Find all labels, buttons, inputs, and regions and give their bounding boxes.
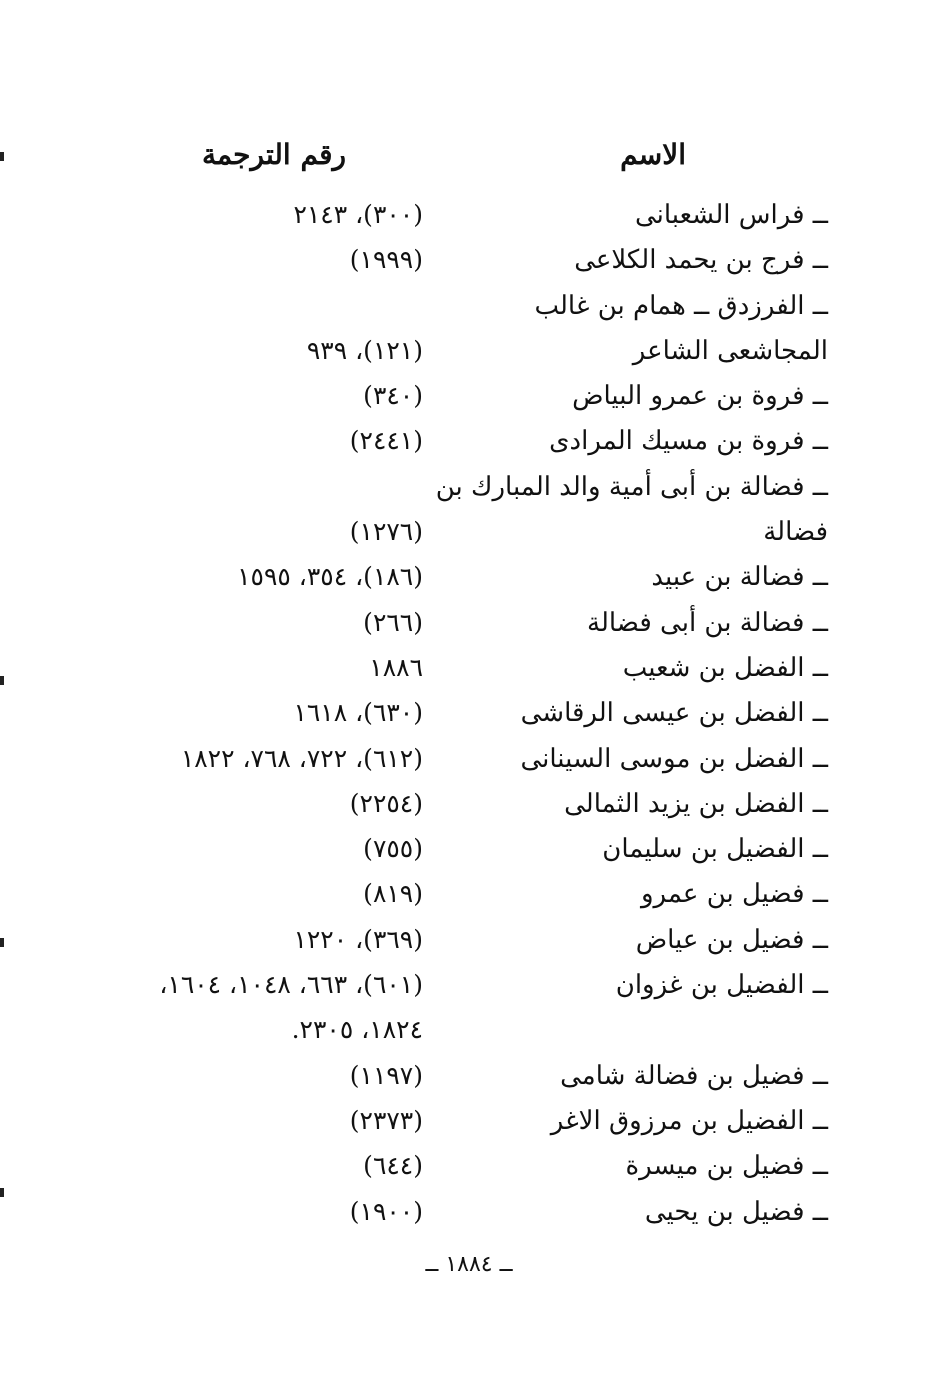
list-item (0, 740, 938, 785)
entry-name: ــ فضيل بن يحيى (644, 1196, 828, 1227)
number-column-heading: رقم الترجمة (201, 138, 346, 171)
entry-numbers: (١١٩٧) (349, 1060, 423, 1090)
entry-name: ــ فضالة بن عبيد (651, 562, 828, 593)
entry-numbers: (٣٦٩)، ١٢٢٠ (293, 924, 423, 954)
entry-numbers: (٢٦٦) (363, 607, 423, 637)
entry-name: ــ الفضل بن يزيد الثمالى (564, 788, 828, 819)
entry-name: ــ الفضيل بن مرزوق الاغر (550, 1105, 828, 1136)
list-item (0, 966, 938, 1011)
entry-numbers: (١٢١)، ٩٣٩ (306, 335, 423, 365)
entry-list (0, 196, 938, 1238)
scan-edge-mark (0, 676, 4, 685)
entry-name: ــ فضيل بن عياض (635, 924, 828, 955)
entry-name: فضالة (763, 517, 828, 548)
entry-numbers: (٢٤٤١) (349, 426, 423, 456)
list-item (0, 1102, 938, 1147)
list-item (0, 694, 938, 739)
column-header (0, 138, 938, 188)
entry-name: ــ فضالة بن أبى أمية والد المبارك بن (435, 471, 828, 502)
list-item (0, 196, 938, 241)
entry-name: ــ فضيل بن فضالة شامى (560, 1060, 828, 1091)
entry-name: ــ فراس الشعبانى (634, 200, 828, 230)
entry-numbers: (٢٣٧٣) (349, 1105, 423, 1135)
entry-numbers: (٦١٢)، ٧٢٢، ٧٦٨، ١٨٢٢ (180, 743, 423, 773)
entry-name: ــ الفضيل بن سليمان (602, 834, 828, 865)
name-column-heading: الاسم (620, 138, 686, 171)
list-item (0, 649, 938, 694)
entry-name: ــ الفرزدق ــ همام بن غالب (534, 290, 828, 321)
entry-numbers: (٨١٩) (363, 879, 423, 909)
list-item (0, 1011, 938, 1056)
list-item (0, 785, 938, 830)
entry-name: ــ الفضل بن عيسى الرقاشى (520, 698, 828, 729)
entry-numbers: (١٨٦)، ٣٥٤، ١٥٩٥ (237, 562, 423, 592)
page-number: ــ ١٨٨٤ ــ (425, 1252, 513, 1277)
list-item (0, 332, 938, 377)
entry-numbers: ١٨٨٦ (369, 652, 423, 682)
list-item (0, 468, 938, 513)
entry-name: ــ فضيل بن عمرو (640, 879, 828, 910)
entry-name: ــ فضالة بن أبى فضالة (587, 607, 828, 638)
entry-name: ــ فروة بن مسيك المرادى (549, 426, 828, 457)
list-item (0, 1147, 938, 1192)
entry-numbers: (١٩٠٠) (349, 1196, 423, 1226)
entry-numbers: (٦٣٠)، ١٦١٨ (293, 698, 423, 728)
entry-numbers: (٦٠١)، ٦٦٣، ١٠٤٨، ١٦٠٤، (159, 970, 423, 1000)
list-item (0, 604, 938, 649)
list-item (0, 830, 938, 875)
entry-numbers: (٣٤٠) (363, 381, 423, 411)
entry-name: ــ الفضيل بن غزوان (615, 970, 828, 1001)
entry-numbers: ١٨٢٤، ٢٣٠٥. (291, 1015, 423, 1045)
list-item (0, 377, 938, 422)
entry-numbers: (٢٢٥٤) (349, 788, 423, 818)
list-item (0, 875, 938, 920)
list-item (0, 241, 938, 286)
entry-numbers: (٣٠٠)، ٢١٤٣ (293, 200, 423, 229)
list-item (0, 287, 938, 332)
entry-numbers: (١٩٩٩) (349, 245, 423, 275)
entry-name: ــ الفضل بن موسى السينانى (520, 743, 828, 774)
entry-numbers: (٦٤٤) (363, 1151, 423, 1181)
entry-name: ــ فرج بن يحمد الكلاعى (574, 245, 828, 276)
list-item (0, 921, 938, 966)
entry-name: ــ الفضل بن شعيب (622, 652, 828, 683)
entry-name: ــ فروة بن عمرو البياض (572, 381, 828, 412)
list-item (0, 1057, 938, 1102)
list-item (0, 513, 938, 558)
entry-numbers: (٧٥٥) (363, 834, 423, 864)
entry-numbers: (١٢٧٦) (349, 517, 423, 547)
scan-edge-mark (0, 938, 4, 947)
scan-edge-mark (0, 152, 4, 161)
list-item (0, 1193, 938, 1238)
entry-name: ــ فضيل بن ميسرة (625, 1151, 828, 1182)
list-item (0, 558, 938, 603)
scan-edge-mark (0, 1188, 4, 1197)
list-item (0, 422, 938, 467)
entry-name: المجاشعى الشاعر (632, 335, 828, 366)
